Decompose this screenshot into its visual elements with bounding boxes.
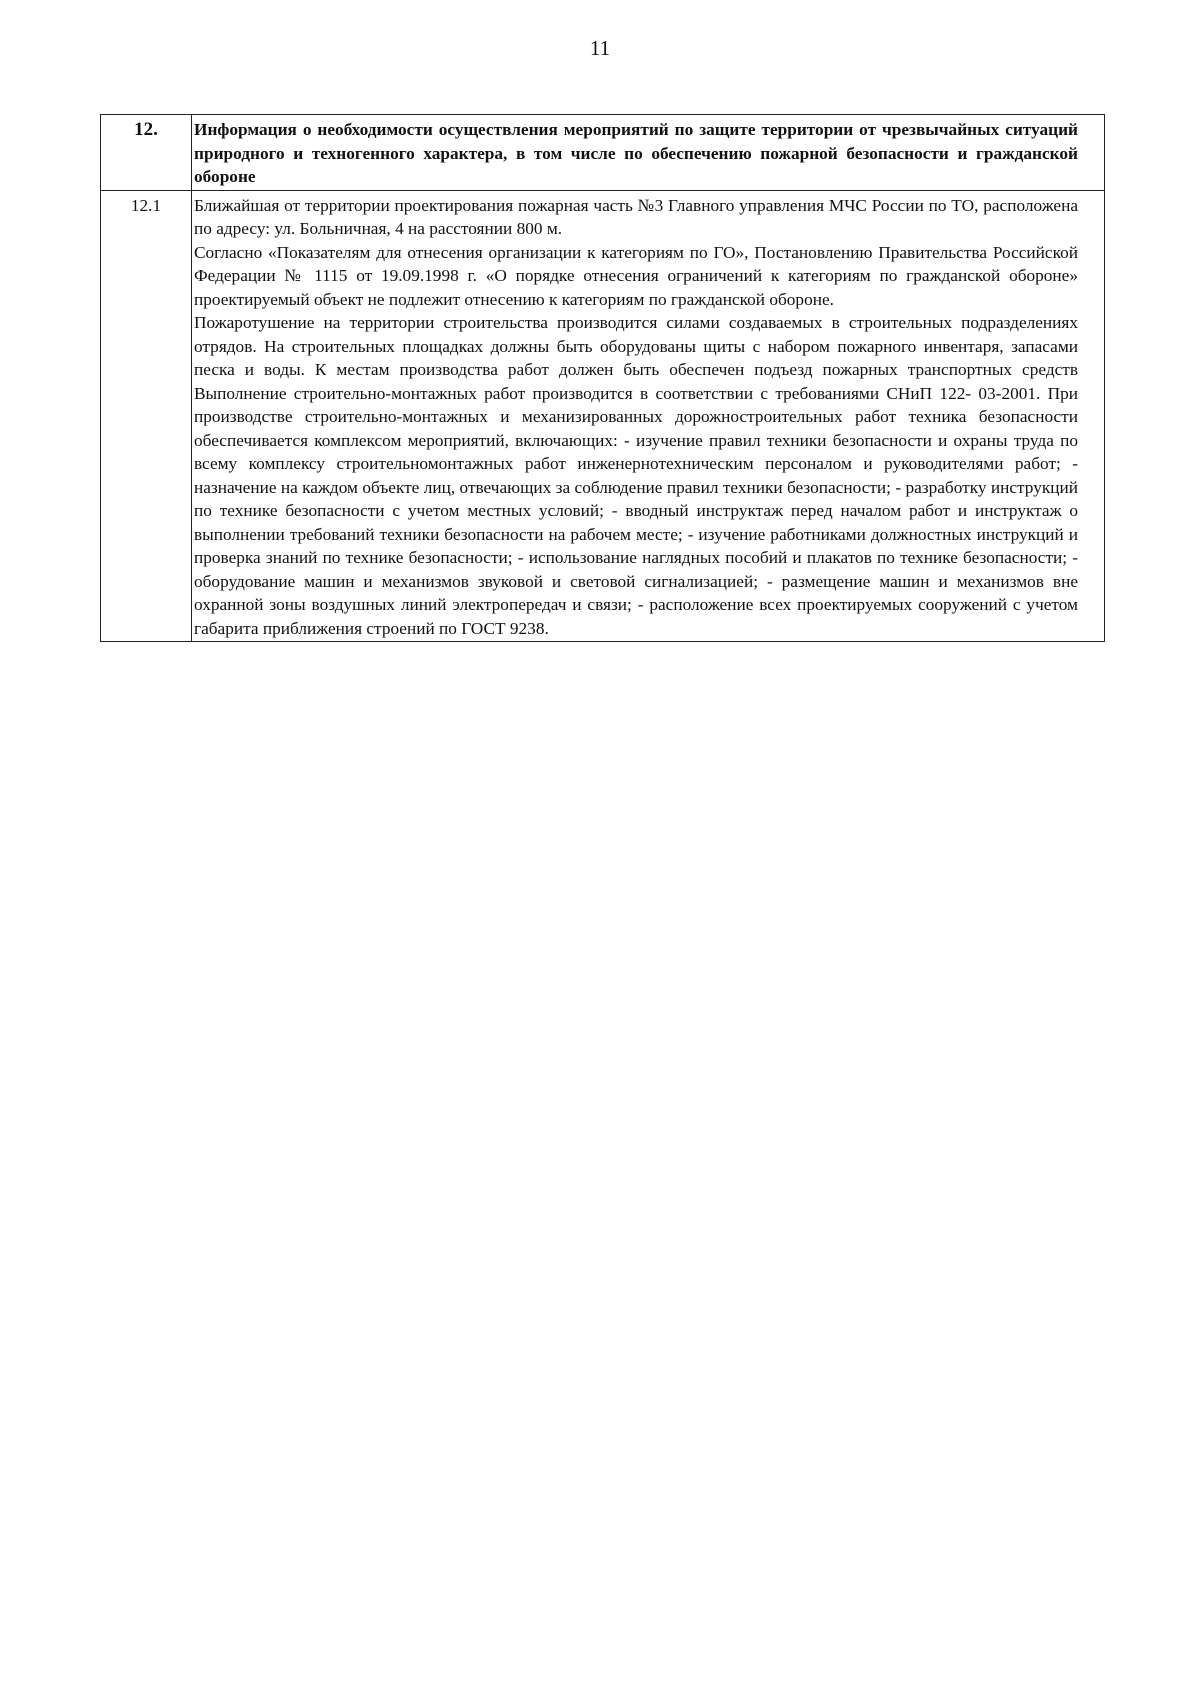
document-table	[100, 114, 1105, 642]
page-number: 11	[589, 36, 611, 60]
section-row	[101, 115, 1105, 191]
item-content	[192, 190, 1105, 642]
section-number: 12.	[101, 115, 192, 191]
item-paragraph-civil-defense: Согласно «Показателям для отнесения организации к категориям по ГО», Постановлению Правительства Российской Федерации № 1115 от 19.09.1998 г. «О порядке отнесения ограничений к категориям по гражданской обороне» проектируемый объект не подлежит отнесению к категориям по гражданской обороне.	[194, 242, 1078, 309]
item-number: 12.1	[101, 190, 192, 642]
section-title: Информация о необходимости осуществления мероприятий по защите территории от чрезвычайных ситуаций природного и техногенного характера, в том числе по обеспечению пожарной безопасности и гражданской обороне	[192, 115, 1105, 191]
item-paragraph-fire-station: Ближайшая от территории проектирования пожарная часть №3 Главного управления МЧС России по ТО, расположена по адресу: ул. Больничная, 4 на расстоянии 800 м.	[194, 195, 1078, 238]
item-row	[101, 190, 1105, 642]
item-paragraph-fire-safety-measures: Пожаротушение на территории строительства производится силами создаваемых в строительных подразделениях отрядов. На строительных площадках должны быть оборудованы щиты с набором пожарного инвентаря, запасами песка и воды. К местам производства работ должен быть обеспечен подъезд пожарных транспортных средств Выполнение строительно-монтажных работ производится в соответствии с требованиями СНиП 122- 03-2001. При производстве строительно-монтажных и механизированных дорожностроительных работ техника безопасности обеспечивается комплексом мероприятий, включающих: - изучение правил техники безопасности и охраны труда по всему комплексу строительномонтажных работ инженернотехническим персоналом и руководителями работ; - назначение на каждом объекте лиц, отвечающих за соблюдение правил техники безопасности; - разработку инструкций по технике безопасности с учетом местных условий; - вводный инструктаж перед началом работ и инструктаж о выполнении требований техники безопасности на рабочем месте; - изучение работниками должностных инструкций и проверка знаний по технике безопасности; - использование наглядных пособий и плакатов по технике безопасности; - оборудование машин и механизмов звуковой и световой сигнализацией; - размещение машин и механизмов вне охранной зоны воздушных линий электропередач и связи; - расположение всех проектируемых сооружений с учетом габарита приближения строений по ГОСТ 9238.	[194, 313, 1078, 638]
